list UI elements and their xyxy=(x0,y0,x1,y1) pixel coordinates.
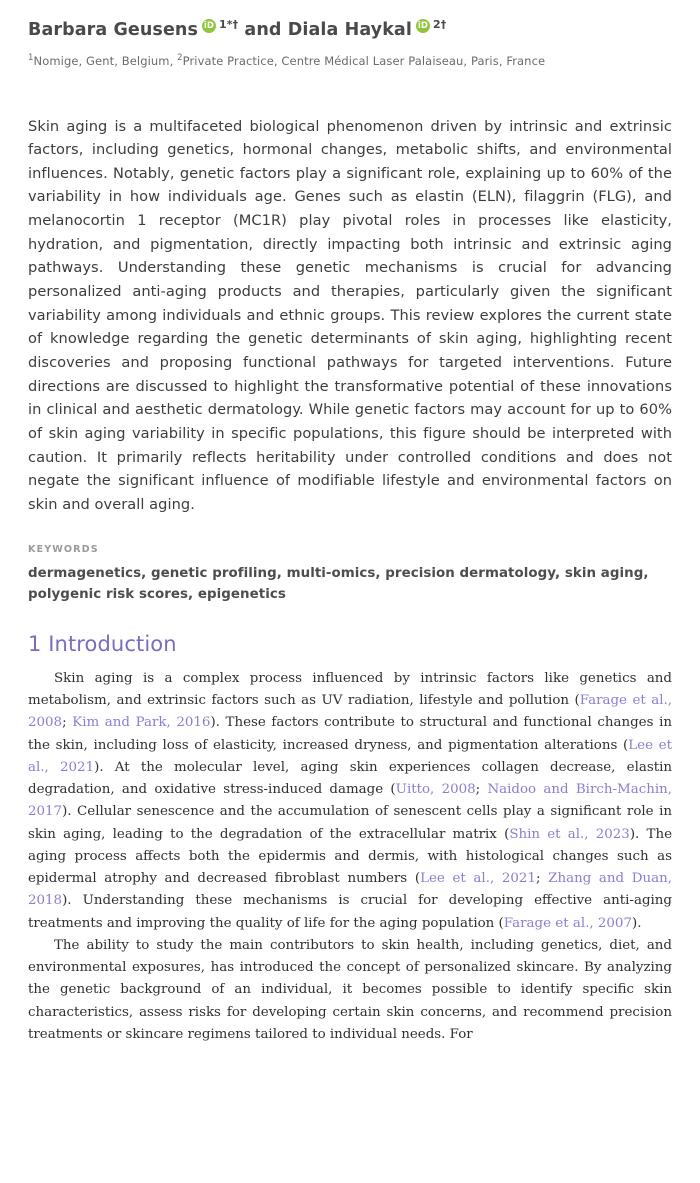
orcid-icon-1[interactable] xyxy=(202,19,216,33)
affiliation-text-1: Nomige, Gent, Belgium, xyxy=(33,54,178,69)
body-text-run: ; xyxy=(475,782,488,798)
body-text-run: The ability to study the main contributors to skin health, including genetics, diet, and environmental exposures, has introduced the concept of personalized skincare. By analyzing the genetic background of an individual, it becomes possible to identify specific skin characteristics, assess risks for developing certain skin concerns, and recommend precision treatments or skincare regimens tailored to individual needs. For xyxy=(28,937,672,1042)
affiliation-text-2: Private Practice, Centre Médical Laser Palaiseau, Paris, France xyxy=(182,54,546,69)
body-text-run: ; xyxy=(62,715,73,731)
citation-link[interactable]: Kim and Park, 2016 xyxy=(72,715,211,731)
author-conjunction: and xyxy=(244,19,282,40)
citation-link[interactable]: Lee et al., 2021 xyxy=(28,737,672,775)
author-name-2: Diala Haykal xyxy=(287,19,412,40)
body-text-run: Skin aging is a complex process influenced by intrinsic factors like genetics and metabolism, and extrinsic factors such as UV radiation, lifestyle and pollution ( xyxy=(28,670,672,709)
orcid-icon-2[interactable] xyxy=(416,19,430,33)
paragraph-1 xyxy=(28,668,672,935)
abstract-text: Skin aging is a multifaceted biological phenomenon driven by intrinsic and extrinsic factors, including genetics, hormonal changes, metabolic shifts, and environmental influences. Notably, genetic factors play a significant role, explaining up to 60% of the variability in how individuals age. Genes such as elastin (ELN), filaggrin (FLG), and melanocortin 1 receptor (MC1R) play pivotal roles in processes like elasticity, hydration, and pigmentation, directly impacting both intrinsic and extrinsic aging pathways. Understanding these genetic mechanisms is crucial for advancing personalized anti-aging products and therapies, particularly given the significant variability among individuals and ethnic groups. This review explores the current state of knowledge regarding the genetic determinants of skin aging, highlighting recent discoveries and proposing functional pathways for targeted interventions. Future directions are discussed to highlight the transformative potential of these innovations in clinical and aesthetic dermatology. While genetic factors may account for up to 60% of skin aging variability in specific populations, this figure should be interpreted with caution. It primarily reflects heritability under controlled conditions and does not negate the significant influence of modifiable lifestyle and environmental factors on skin and overall aging. xyxy=(28,117,672,513)
author-affiliation-marker-1: 1*† xyxy=(219,18,239,31)
body-text-run: ). The aging process affects both the epidermis and dermis, with histological changes such as epidermal atrophy and decreased fibroblast numbers ( xyxy=(28,826,673,887)
affiliations xyxy=(28,52,672,70)
body-text-run: ). xyxy=(631,915,642,931)
affiliation-marker-1: 1 xyxy=(28,53,34,64)
body-text-run: ). Understanding these mechanisms is crucial for developing effective anti-aging treatments and improving the quality of life for the aging population ( xyxy=(28,893,672,931)
body-text-run: ; xyxy=(535,871,549,887)
body-text-run: ). These factors contribute to structural and functional changes in the skin, including loss of elasticity, increased dryness, and pigmentation alterations ( xyxy=(28,715,672,753)
author-affiliation-marker-2: 2† xyxy=(432,18,447,31)
section-heading-introduction: 1 Introduction xyxy=(28,631,177,656)
citation-link[interactable]: Farage et al., 2008 xyxy=(28,693,673,731)
keywords-list: dermagenetics, genetic profiling, multi-omics, precision dermatology, skin aging, polygenic risk scores, epigenetics xyxy=(28,566,649,603)
body-text-run: ). Cellular senescence and the accumulation of senescent cells play a significant role in skin aging, leading to the degradation of the extracellular matrix ( xyxy=(28,804,672,842)
citation-link[interactable]: Uitto, 2008 xyxy=(395,782,476,798)
citation-link[interactable]: Lee et al., 2021 xyxy=(420,871,536,887)
citation-link[interactable]: Farage et al., 2007 xyxy=(503,915,632,931)
affiliation-marker-2: 2 xyxy=(177,53,183,64)
author-list xyxy=(28,18,672,42)
paragraph-2 xyxy=(28,935,672,1046)
citation-link[interactable]: Naidoo and Birch-Machin, 2017 xyxy=(28,782,672,820)
keywords-label: KEYWORDS xyxy=(28,544,99,556)
citation-link[interactable]: Zhang and Duan, 2018 xyxy=(28,871,672,909)
body-text-run: ). At the molecular level, aging skin experiences collagen decrease, elastin degradation, and oxidative stress-induced damage ( xyxy=(28,759,672,798)
author-name-1: Barbara Geusens xyxy=(28,19,198,40)
introduction-body xyxy=(28,668,672,1046)
citation-link[interactable]: Shin et al., 2023 xyxy=(509,826,630,842)
